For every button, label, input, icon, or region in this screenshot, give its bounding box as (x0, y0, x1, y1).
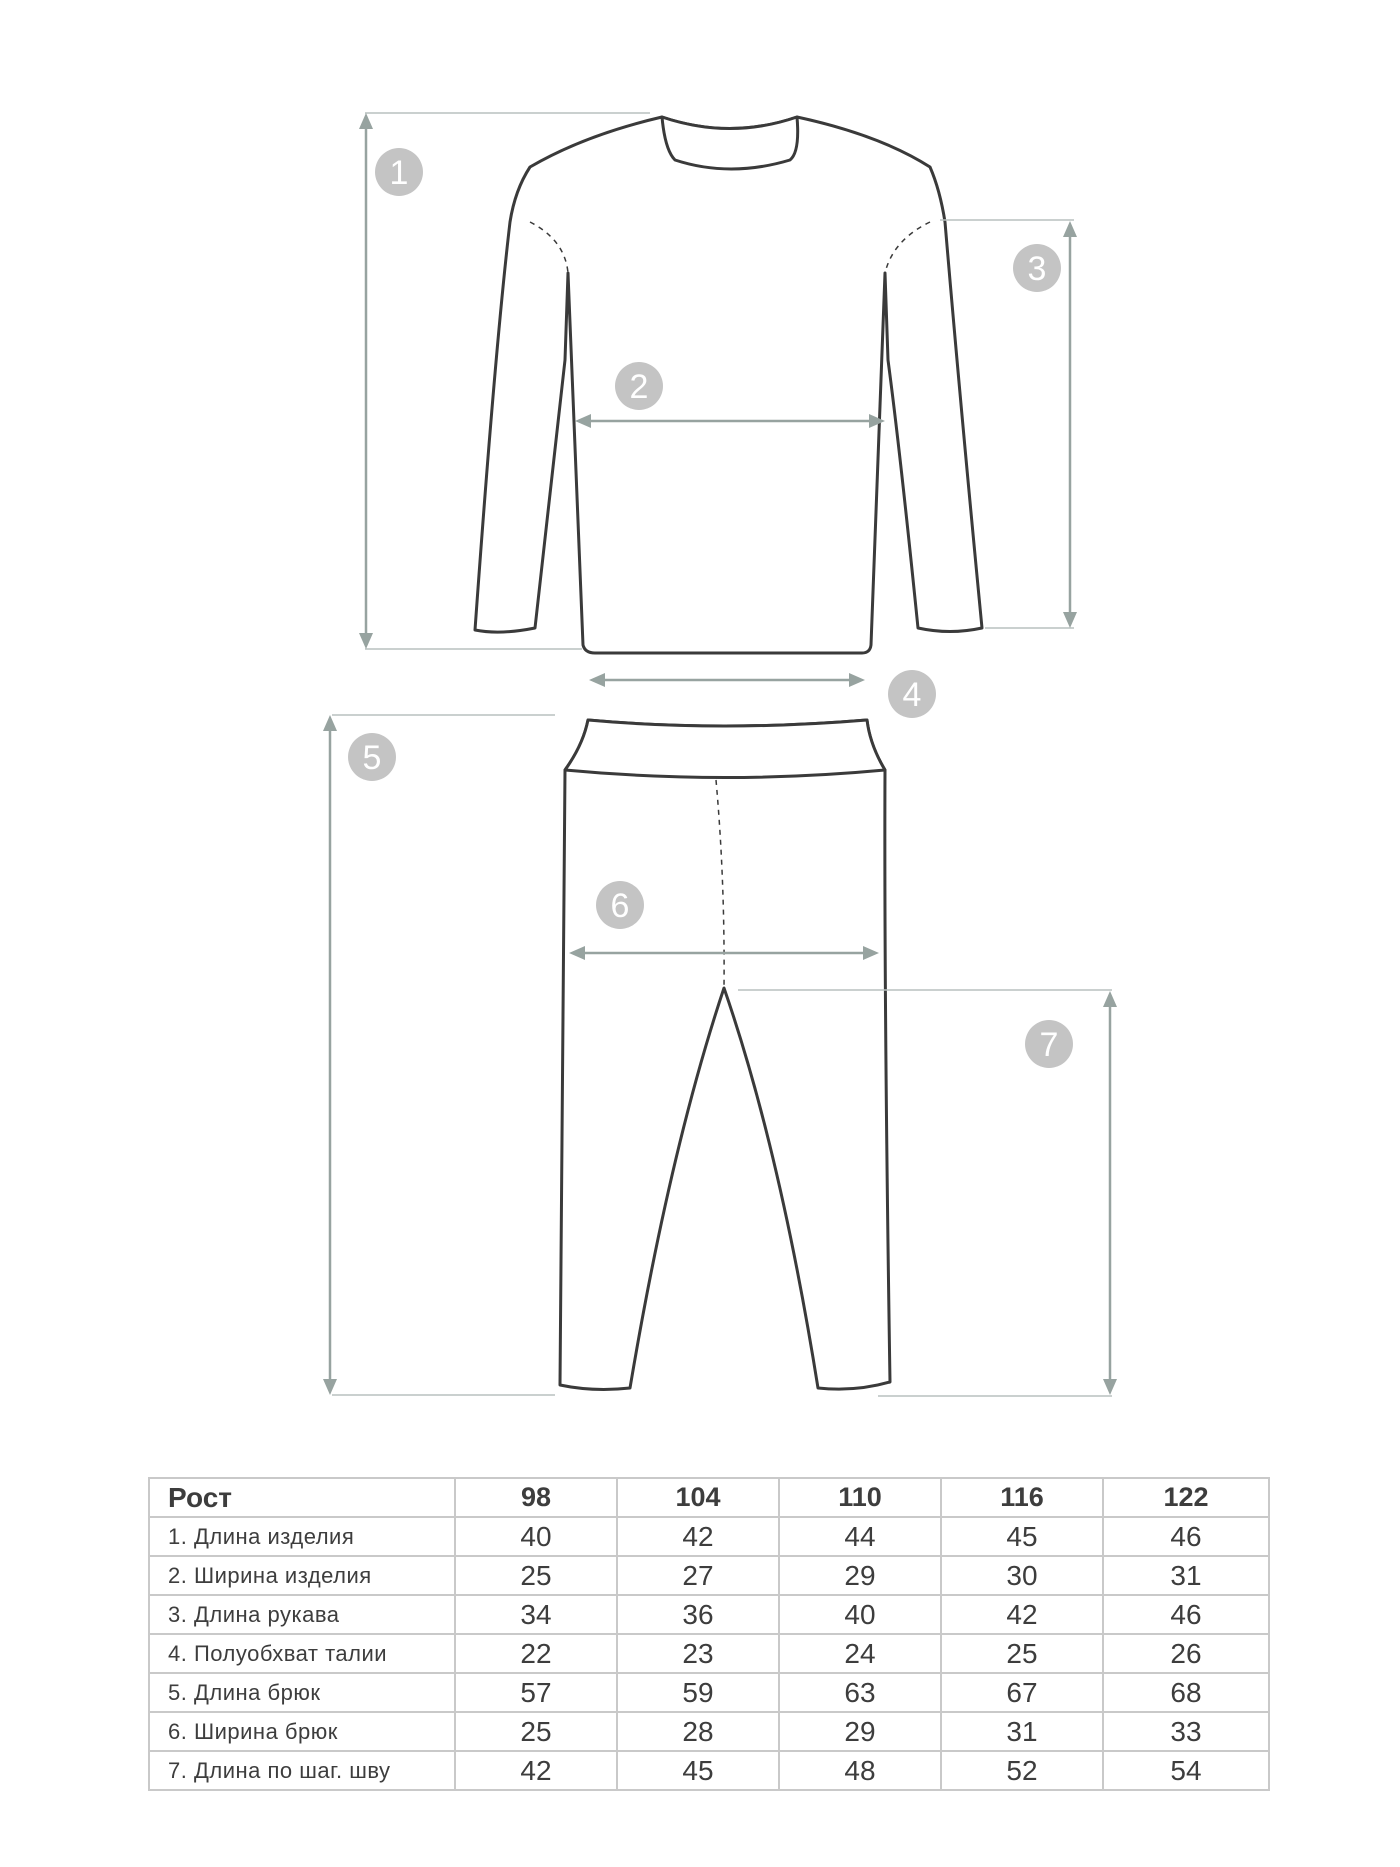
table-cell: 31 (941, 1712, 1103, 1751)
table-cell: 63 (779, 1673, 941, 1712)
table-cell: 30 (941, 1556, 1103, 1595)
table-cell: 46 (1103, 1517, 1269, 1556)
table-row (149, 1712, 1269, 1751)
row-label: 4. Полуобхват талии (149, 1634, 455, 1673)
table-cell: 22 (455, 1634, 617, 1673)
size-header: 110 (779, 1478, 941, 1517)
badge-2-label: 2 (629, 368, 649, 406)
badge-3 (1013, 244, 1061, 292)
table-cell: 34 (455, 1595, 617, 1634)
badge-6-label: 6 (610, 887, 630, 925)
table-cell: 25 (455, 1556, 617, 1595)
table-cell: 29 (779, 1556, 941, 1595)
size-header: 122 (1103, 1478, 1269, 1517)
table-cell: 57 (455, 1673, 617, 1712)
table-cell: 45 (617, 1751, 779, 1790)
table-cell: 40 (779, 1595, 941, 1634)
table-row (149, 1517, 1269, 1556)
size-header: 104 (617, 1478, 779, 1517)
size-table (148, 1477, 1270, 1791)
table-cell: 26 (1103, 1634, 1269, 1673)
badge-4-label: 4 (902, 676, 922, 714)
table-cell: 45 (941, 1517, 1103, 1556)
table-cell: 67 (941, 1673, 1103, 1712)
table-cell: 28 (617, 1712, 779, 1751)
table-header-row (149, 1478, 1269, 1517)
badge-3-label: 3 (1027, 250, 1047, 288)
height-header: Рост (149, 1478, 455, 1517)
row-label: 3. Длина рукава (149, 1595, 455, 1634)
row-label: 5. Длина брюк (149, 1673, 455, 1712)
table-cell: 52 (941, 1751, 1103, 1790)
badge-1 (375, 148, 423, 196)
table-cell: 25 (455, 1712, 617, 1751)
table-cell: 42 (617, 1517, 779, 1556)
table-cell: 48 (779, 1751, 941, 1790)
table-cell: 40 (455, 1517, 617, 1556)
measure-line-5 (323, 715, 555, 1395)
size-header: 116 (941, 1478, 1103, 1517)
badge-5-label: 5 (362, 739, 382, 777)
table-cell: 24 (779, 1634, 941, 1673)
row-label: 2. Ширина изделия (149, 1556, 455, 1595)
badge-4 (888, 670, 936, 718)
row-label: 1. Длина изделия (149, 1517, 455, 1556)
table-cell: 44 (779, 1517, 941, 1556)
size-header: 98 (455, 1478, 617, 1517)
table-cell: 33 (1103, 1712, 1269, 1751)
badge-5 (348, 733, 396, 781)
table-cell: 46 (1103, 1595, 1269, 1634)
table-row (149, 1595, 1269, 1634)
table-cell: 31 (1103, 1556, 1269, 1595)
measure-line-4 (589, 673, 865, 687)
table-cell: 68 (1103, 1673, 1269, 1712)
sweatshirt-drawing (475, 117, 982, 653)
table-cell: 42 (941, 1595, 1103, 1634)
table-row (149, 1556, 1269, 1595)
badge-2 (615, 362, 663, 410)
row-label: 6. Ширина брюк (149, 1712, 455, 1751)
table-cell: 27 (617, 1556, 779, 1595)
table-cell: 42 (455, 1751, 617, 1790)
pants-drawing (560, 720, 890, 1389)
table-row (149, 1751, 1269, 1790)
badge-1-label: 1 (389, 154, 409, 192)
table-cell: 29 (779, 1712, 941, 1751)
table-cell: 23 (617, 1634, 779, 1673)
table-cell: 59 (617, 1673, 779, 1712)
table-row (149, 1673, 1269, 1712)
table-cell: 25 (941, 1634, 1103, 1673)
badge-6 (596, 881, 644, 929)
table-cell: 54 (1103, 1751, 1269, 1790)
row-label: 7. Длина по шаг. шву (149, 1751, 455, 1790)
table-row (149, 1634, 1269, 1673)
badge-7-label: 7 (1039, 1026, 1059, 1064)
badge-7 (1025, 1020, 1073, 1068)
table-cell: 36 (617, 1595, 779, 1634)
